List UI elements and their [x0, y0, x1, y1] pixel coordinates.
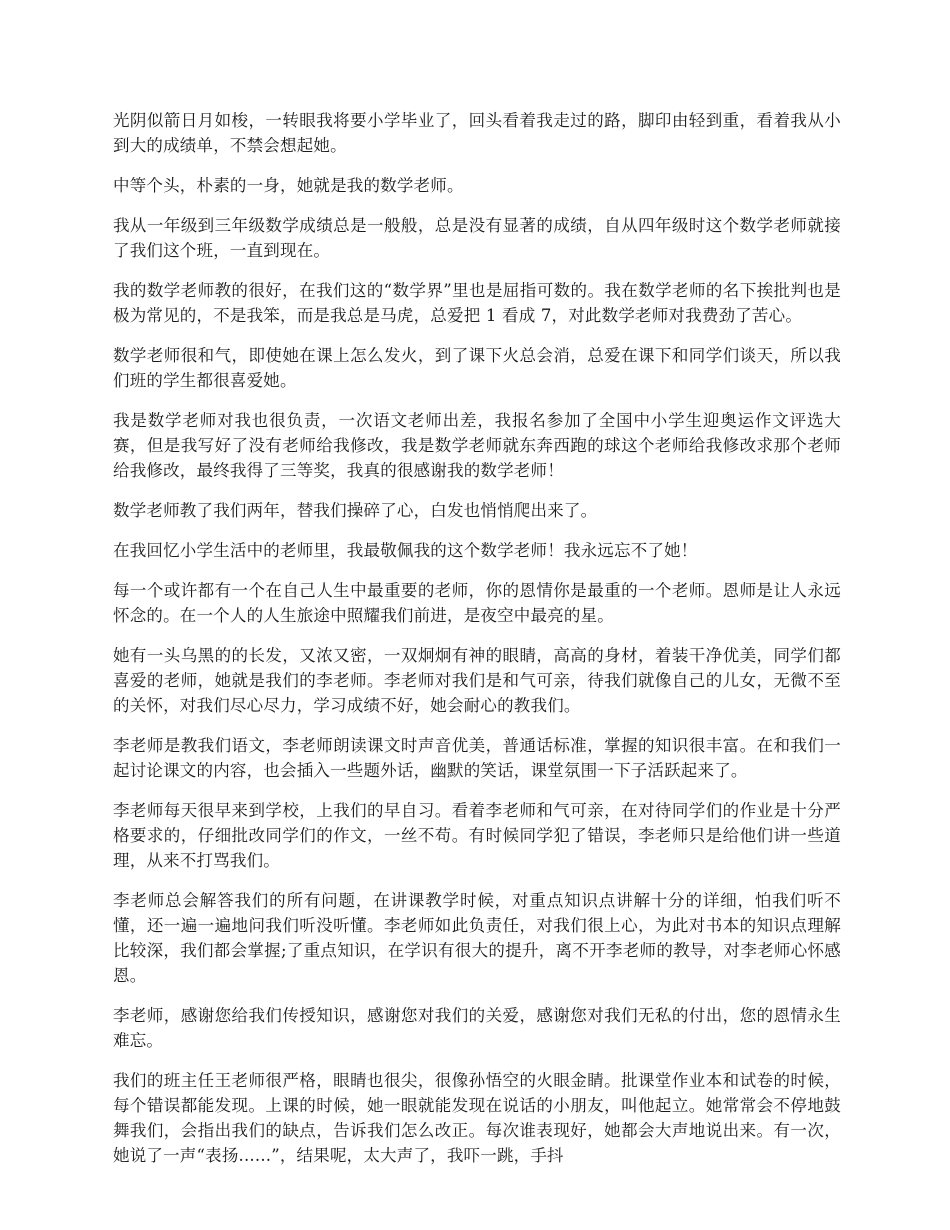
paragraph: 李老师是教我们语文，李老师朗读课文时声音优美，普通话标准，掌握的知识很丰富。在和我们一起讨论课文的内容，也会插入一些题外话，幽默的笑话，课堂氛围一下子活跃起来了。 — [113, 736, 841, 780]
paragraph: 中等个头，朴素的一身，她就是我的数学老师。 — [113, 176, 464, 195]
paragraph: 我们的班主任王老师很严格，眼睛也很尖，很像孙悟空的火眼金睛。批课堂作业本和试卷的时候，每个错误都能发现。上课的时候，她一眼就能发现在说话的小朋友，叫他起立。她常常会不停地鼓舞我们，会指出我们的缺点，告诉我们怎么改正。每次谁表现好，她都会大声地说出来。有一次，她说了一声“表扬......”，结果呢，太大声了，我吓一跳，手抖 — [113, 1071, 841, 1165]
paragraph: 我从一年级到三年级数学成绩总是一般般，总是没有显著的成绩，自从四年级时这个数学老师就接了我们这个班，一直到现在。 — [113, 216, 841, 260]
paragraph: 我的数学老师教的很好，在我们这的“数学界”里也是屈指可数的。我在数学老师的名下挨批判也是极为常见的，不是我笨，而是我总是马虎，总爱把 1 看成 7，对此数学老师对我费劲了苦心。 — [113, 281, 841, 325]
paragraph: 李老师，感谢您给我们传授知识，感谢您对我们的关爱，感谢您对我们无私的付出，您的恩情永生难忘。 — [113, 1006, 841, 1050]
paragraph: 数学老师很和气，即使她在课上怎么发火，到了课下火总会消，总爱在课下和同学们谈天，所以我们班的学生都很喜爱她。 — [113, 346, 841, 390]
paragraph: 数学老师教了我们两年，替我们操碎了心，白发也悄悄爬出来了。 — [113, 501, 598, 520]
paragraph: 李老师每天很早来到学校，上我们的早自习。看着李老师和气可亲，在对待同学们的作业是十分严格要求的，仔细批改同学们的作文，一丝不苟。有时候同学犯了错误，李老师只是给他们讲一些道理，从来不打骂我们。 — [113, 801, 841, 870]
paragraph: 李老师总会解答我们的所有问题，在讲课教学时候，对重点知识点讲解十分的详细，怕我们听不懂，还一遍一遍地问我们听没听懂。李老师如此负责任，对我们很上心，为此对书本的知识点理解比较深，我们都会掌握;了重点知识，在学识有很大的提升，离不开李老师的教导，对李老师心怀感恩。 — [113, 891, 841, 985]
paragraph: 她有一头乌黑的的长发，又浓又密，一双炯炯有神的眼睛，高高的身材，着装干净优美，同学们都喜爱的老师，她就是我们的李老师。李老师对我们是和气可亲，待我们就像自己的儿女，无微不至的关怀，对我们尽心尽力，学习成绩不好，她会耐心的教我们。 — [113, 646, 841, 715]
paragraph: 每一个或许都有一个在自己人生中最重要的老师，你的恩情你是最重的一个老师。恩师是让人永远怀念的。在一个人的人生旅途中照耀我们前进，是夜空中最亮的星。 — [113, 581, 841, 625]
paragraph: 光阴似箭日月如梭，一转眼我将要小学毕业了，回头看着我走过的路，脚印由轻到重，看着我从小到大的成绩单，不禁会想起她。 — [113, 111, 841, 155]
paragraph: 在我回忆小学生活中的老师里，我最敬佩我的这个数学老师！我永远忘不了她！ — [113, 541, 698, 560]
paragraph: 我是数学老师对我也很负责，一次语文老师出差，我报名参加了全国中小学生迎奥运作文评选大赛，但是我写好了没有老师给我修改，我是数学老师就东奔西跑的球这个老师给我修改求那个老师给我修改，最终我得了三等奖，我真的很感谢我的数学老师！ — [113, 411, 841, 480]
document-body — [113, 108, 841, 1183]
